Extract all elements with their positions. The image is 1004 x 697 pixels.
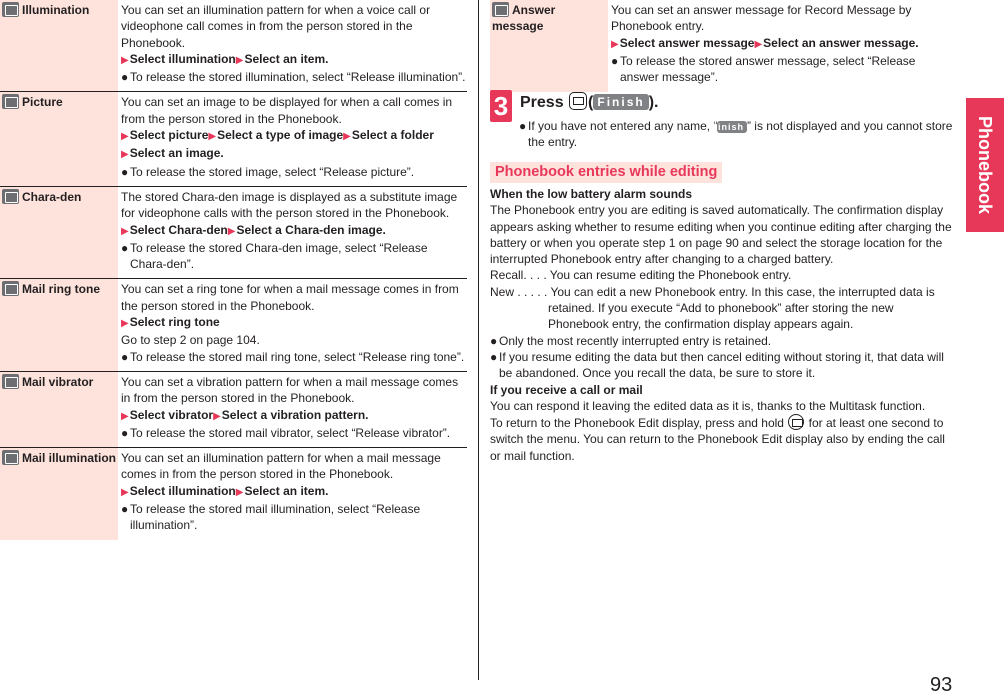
paragraph: To return to the Phonebook Edit display, press and hold for at least one second to switch the menu. You can return to the Phonebook Edit display also by ending the call or mail function.: [490, 416, 945, 463]
arrow-icon: ▶: [611, 38, 619, 50]
arrow-icon: ▶: [121, 131, 129, 143]
chara-den-icon: [2, 189, 19, 204]
subheading-low-battery: When the low battery alarm sounds: [490, 187, 693, 201]
clear-key-icon: [788, 414, 804, 430]
operation-steps: ▶Select vibrator▶Select a vibration pattern.: [121, 407, 369, 422]
row-label: [0, 372, 118, 447]
arrow-icon: ▶: [208, 131, 217, 143]
row-label-text: Mail ring tone: [22, 282, 100, 297]
table-row-answer-message: [490, 0, 956, 92]
row-label: [490, 0, 608, 92]
row-label: [0, 279, 118, 370]
note-bullet: ● To release the stored mail vibrator, select “Release vibrator”.: [121, 425, 451, 440]
page-number: 93: [930, 674, 953, 696]
table-row-mail-vibrator: [0, 371, 467, 447]
row-label-text: Picture: [22, 95, 63, 110]
row-label: [0, 448, 118, 539]
option-recall: Recall. . . . You can resume editing the Phonebook entry.: [490, 268, 792, 283]
row-description: [118, 279, 467, 370]
mail-illumination-icon: [2, 450, 19, 465]
arrow-icon: ▶: [754, 38, 763, 50]
finish-softkey-label: Finish: [593, 94, 648, 110]
step-instruction: Press ( Finish ).: [520, 94, 659, 111]
arrow-icon: ▶: [235, 486, 244, 498]
step-number: 3: [490, 90, 512, 122]
operation-steps: ▶Select Chara-den▶Select a Chara-den image.: [121, 222, 386, 237]
note-bullet: ● If you resume editing the data but then cancel editing without storing it, that data will be abandoned. Once you recall the data, be sure to store it.: [490, 349, 944, 381]
table-row-illumination: [0, 0, 467, 91]
row-label-text: Mail illumination: [22, 451, 117, 466]
arrow-icon: ▶: [235, 54, 244, 66]
description-text: You can set an image to be displayed for when a call comes in from the person stored in the Phonebook.: [121, 95, 453, 126]
note-bullet: ● To release the stored mail ring tone, select “Release ring tone”.: [121, 349, 465, 364]
paragraph: You can respond it leaving the edited data as it is, thanks to the Multitask function.: [490, 398, 926, 413]
arrow-icon: ▶: [213, 410, 221, 422]
chapter-tab-label: Phonebook: [975, 116, 995, 214]
arrow-icon: ▶: [121, 410, 129, 422]
mail-key-icon: [569, 92, 587, 110]
arrow-icon: ▶: [121, 149, 129, 161]
table-row-picture: [0, 91, 467, 185]
finish-softkey-label: Finish: [717, 121, 747, 133]
column-divider: [478, 0, 479, 680]
subheading-call-or-mail: If you receive a call or mail: [490, 382, 643, 397]
operation-steps: ▶Select illumination▶Select an item.: [121, 483, 329, 498]
row-label: [0, 92, 118, 185]
row-label-text: Answer message: [492, 3, 556, 34]
arrow-icon: ▶: [121, 54, 129, 66]
operation-steps: ▶Select picture▶Select a type of image▶Select a folder: [121, 128, 434, 143]
row-label: [0, 0, 118, 91]
settings-table-right: [490, 0, 956, 92]
row-label-text: Illumination: [22, 3, 90, 17]
description-text: You can set an answer message for Record Message by Phonebook entry.: [611, 3, 912, 34]
table-row-mail-illumination: [0, 447, 467, 539]
operation-steps: ▶Select answer message▶Select an answer message.: [611, 35, 919, 50]
row-description: [118, 0, 467, 91]
row-label-text: Mail vibrator: [22, 374, 94, 389]
table-row-chara-den: [0, 186, 467, 278]
note-bullet: ● To release the stored image, select “Release picture”.: [121, 164, 415, 179]
operation-steps: ▶Select ring tone: [121, 315, 220, 330]
settings-table-left: [0, 0, 467, 540]
row-description: [118, 92, 467, 185]
description-text: You can set an illumination pattern for when a voice call or videophone call comes in from the person stored in the Phonebook.: [121, 3, 431, 50]
note-bullet: ● To release the stored illumination, select “Release illumination”.: [121, 70, 466, 85]
operation-steps: ▶Select an image.: [121, 146, 224, 161]
mail-ring-tone-icon: [2, 281, 19, 296]
note-bullet: ● Only the most recently interrupted entry is retained.: [490, 333, 772, 348]
note-bullet: ● To release the stored answer message, select “Release answer message”.: [611, 53, 916, 85]
step-reference: Go to step 2 on page 104.: [121, 333, 260, 348]
arrow-icon: ▶: [343, 131, 351, 143]
row-label: [0, 187, 118, 278]
note-bullet: ● If you have not entered any name, “Finish ” is not displayed and you cannot store the entry.: [519, 119, 953, 150]
section-body: [490, 186, 956, 464]
arrow-icon: ▶: [121, 225, 129, 237]
arrow-icon: ▶: [121, 318, 129, 330]
mail-vibrator-icon: [2, 374, 19, 389]
row-description: [608, 0, 956, 92]
description-text: You can set a ring tone for when a mail message comes in from the person stored in the Phonebook.: [121, 282, 459, 313]
row-label-text: Chara-den: [22, 189, 82, 204]
row-description: [118, 187, 467, 278]
description-text: You can set an illumination pattern for when a mail message comes in from the person stored in the Phonebook.: [121, 451, 441, 482]
arrow-icon: ▶: [227, 225, 236, 237]
chapter-tab: [966, 98, 1004, 232]
illumination-icon: [2, 2, 19, 17]
picture-icon: [2, 94, 19, 109]
arrow-icon: ▶: [121, 486, 129, 498]
answer-message-icon: [492, 2, 509, 17]
note-bullet: ● To release the stored Chara-den image, select “Release Chara-den”.: [121, 240, 428, 272]
option-new: New . . . . . You can edit a new Phonebook entry. In this case, the interrupted data is retained. If you execute “Add to phonebook” after storing the new Phonebook entry, the confirmation display appears again.: [490, 284, 935, 332]
note-bullet: ● To release the stored mail illumination, select “Release illumination”.: [121, 502, 421, 533]
operation-steps: ▶Select illumination▶Select an item.: [121, 51, 329, 66]
section-heading: Phonebook entries while editing: [490, 162, 722, 183]
table-row-mail-ring-tone: [0, 278, 467, 370]
row-description: [118, 372, 467, 447]
row-description: [118, 448, 467, 539]
description-text: The stored Chara-den image is displayed as a substitute image for videophone calls with the person stored in the Phonebook.: [121, 189, 458, 221]
paragraph: The Phonebook entry you are editing is saved automatically. The confirmation display appears asking whether to resume editing when you continue editing after charging the battery or when you operate step 1 on page 90 and select the storage location for the interrupted Phonebook entry after changing to a charged battery.: [490, 203, 952, 267]
description-text: You can set a vibration pattern for when a mail message comes in from the person stored in the Phonebook.: [121, 374, 459, 406]
